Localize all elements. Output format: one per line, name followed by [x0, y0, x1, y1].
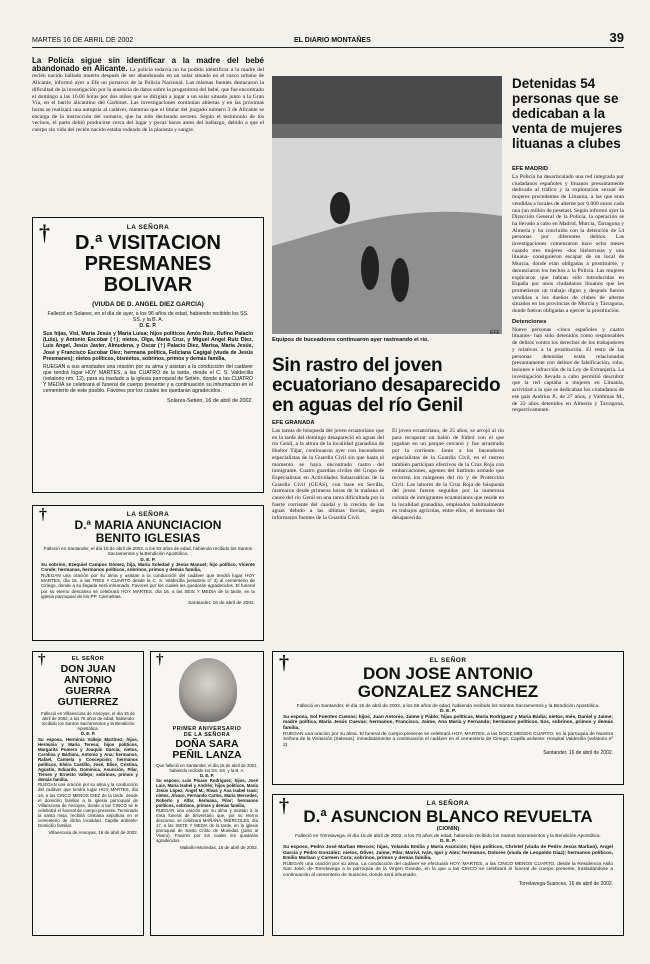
story-mother-text: La policía todavía no ha podido identificar a la madre del recién nacido hallado muerto después de ser abandonado en un solar situado en el casco urbano de Alicante, informó ayer a Efe un portavoz de la Policía Nacional. Las mismas fuentes destacaron la dificultad de la investigación por la ausencia de datos sobre la progenitora del bebé, que fue encontrado el domingo a las 16.00 horas por dos niños que se dirigían a jugar a un solar situado junto a la Gran Vía, en el barrio alicantino del Garbinet. Las investigaciones continúan abiertas y en las próximas horas se realizará una autopsia al cadáver, mientras que el titular del juzgado número 3 de Alicante se encarga de la instrucción del sumario, que ha sido declarado secreto. Según el testimonio de los vecinos, el parto debió producirse cerca del lugar y pocas horas antes del hallazgo, debido a que el cuerpo sin vida del recién nacido estaba rodeado de la placenta y sangre.	[32, 66, 265, 134]
obit-label: EL SEÑOR	[429, 657, 467, 664]
obit-label: LA SEÑORA	[426, 800, 470, 807]
obit-dep: D. E. P.	[80, 731, 96, 737]
obit-dep: D. E. P.	[139, 323, 157, 330]
photo-credit: EFE	[490, 330, 500, 336]
obit-alias: (CIONIN)	[436, 825, 460, 832]
page-header	[32, 30, 624, 48]
obit-place: Maliaño-Muriedas, 16 de abril de 2002.	[179, 845, 258, 851]
cross-icon: †	[156, 652, 164, 668]
obit-label: EL SEÑOR	[71, 656, 105, 662]
obit-name-line2: BENITO IGLESIAS	[95, 530, 201, 545]
obit-label: DE LA SEÑORA	[183, 732, 231, 738]
lituanas-text: La Policía ha desarticulado una red integrada por ciudadanos españoles y lituanos presuntamente dedicada al tráfico y la explotación sexual de mujeres procedentes de Lituania, a las que eran vendidas a locales de alterne por 6.000 euros cada una (un millón de pesetas). Según informó ayer la Dirección General de la Policía, la operación se ha llevado a cabo en Madrid, Murcia, Tarragona y Almería y ha concluido con la detención de 54 personas por diferentes delitos. Las investigaciones comenzaron hace ocho meses cuando tres mujeres -dos bielorrusas y una lituana- consiguieron escapar de un local de Murcia, donde eran obligadas a prostituirse, y denunciaron los hechos a la Policía. Las mujeres explicaron que habían sido introducidas en España por unos ciudadanos lituanos que les prometieron un trabajo digno y después fueron vendidas a los dueños de clubes de alterne situados en las provincias de Murcia y Tarragona, donde fueron obligadas a ejercer la prostitución.	[512, 174, 624, 315]
obit-request: RUEGAN a sus amistades una oración por su alma y asistan a la conducción del cadáver que tendrá lugar HOY MARTES, a las CUATRO de la tarde, desde el C. S. Valdecilla (velatorio nm. 12), para su traslado a la iglesia parroquial de Setién, donde a las CUATRO Y MEDIA se celebrará el funeral de cuerpo presente y a continuación su inhumación en el cementerio de este pueblo. Favores por los cuales les quedarán agradecidos.	[43, 363, 253, 395]
river-divers-photo	[272, 76, 502, 334]
obit-family: Su esposo, Pedro José Marban Mercos; hijas, Yolanda Emilia y María Asunción; hijos políticos, Christel (viuda de Pedro Jesús Marban), Angel García y Pedro González; nietos, Oliver, Jaime, Pilar, Mariví, Iván, Igor y Alex; hermanos, Dolores (viuda de Leopoldo Diaz); hermanos políticos, Emilio Marban y Carmen Cora; sobrinos, primos y demás familia,	[283, 845, 613, 862]
obit-dep: D. E. P.	[199, 773, 215, 779]
lituanas-text2: Nueve personas -cinco españoles y cuatro lituanos- han sido detenidos como responsables de delitos contra los derechos de los trabajadores y relativos a la prostitución. El resto de las personas detenidas están relacionadas presuntamente con delitos de falsificación, robo, lesiones e infracción de la Ley de Extranjería. La investigación llevada a cabo permitió descubrir que la red captaba a mujeres en Lituania, actividad a la que se dedicaban los ciudadanos de ese país Audrius P., de 27 años, y Valdimas M., de 22 años detenidos en Almería y Tarragona, respectivamente.	[512, 326, 624, 414]
obit-died: Falleció en Villaescusa de Ansoyas, el día 15 de abril de 2002, a los 76 años de edad, habiendo recibido los Santos Sacramentos y la Bendición Apostólica.	[41, 711, 135, 732]
obit-place: Villaescusa de Ansoyas, 16 de abril de 2002.	[48, 830, 138, 836]
obit-request: RUEGAN una oración por su alma. La conducción del cadáver se efectuará HOY, MARTES, a las CINCO MENOS CUARTO, desde la Residencia Asilo San José, de Torrelavega a la parroquia de la Virgen Grande, en la que a las CINCO se celebrará el funeral de cuerpo presente, trasladándose a continuación al cementerio de Suances, donde será inhumado.	[283, 861, 613, 878]
obit-name-line2: PEÑIL LANZA	[172, 749, 242, 762]
lituanas-subhead: Detenciones	[512, 318, 547, 325]
cross-icon: †	[39, 506, 47, 523]
obit-name-line2: PRESMANES	[84, 253, 212, 275]
obit-name-line1: DON JOSE ANTONIO	[362, 664, 534, 683]
obit-name-line1: D.ª VISITACION	[75, 232, 221, 254]
obit-family: Su sobrino, Ezequiel Campos Gómez, hija, María Soledad y Jesús Manuel; hijo político, Vicente Conde; hermanas, hermanos políticos, sobrinos, primos y demás familia,	[41, 562, 255, 573]
page-number: 39	[609, 30, 624, 45]
obit-place: Santander, 16 de abril de 2002.	[543, 750, 613, 757]
obit-request: RUEGAN una oración por su alma. El funeral de cuerpo presente se celebrará HOY, MARTES, a las DOCE MENOS CUARTO, en la parroquia de Nuestra Señora de la Visitación (Salesas), inmediatamente a continuación el cadáver en el cementerio de Ciriego. Capilla ardiente: Hospital Valdecilla (velatorio nº 2).	[283, 731, 613, 748]
obituary-sara	[150, 651, 264, 936]
obit-family: Su esposa, Herminia Vallejo Martínez; hijos, Herminia y María Teresa; hijos políticos, Margarita Pomera y Joaquín García; nietos, Carolina y Bárbara, Antonio y Ana; hermanos, Rafael, Carmela y Concepción; hermanos políticos, Elvira Castillo, José, Elise, Cristina, Agustín, Eduardo, Dominica, Asunción, Pilar, Ternes y Ernesto Vallejo; sobrinos, primos y demás familia,	[38, 736, 138, 783]
obit-place: Solares-Setién, 16 de abril de 2002.	[166, 398, 253, 405]
obit-dep: D. E. P.	[440, 709, 456, 715]
obituary-visitacion	[32, 217, 264, 493]
obit-name-line3: BOLIVAR	[103, 274, 193, 296]
genil-col2: El joven ecuatoriano, de 25 años, se arrojó al río para recuperar un balón de fútbol con el que jugaban en un parque cercano y fue arrastrado por la corriente. Junto a los buceadores especialistas de la Guardia Civil, en el rastreo también participan efectivos de la Cruz Roja con embarcaciones, agentes del instituto armado que recorren los márgenes del río y de Protección Civil. Las labores de la Cruz Roja de búsqueda del joven fueron seguidas por la numerosa colonia de inmigrantes ecuatorianos que reside en la localidad granadina, empleados habitualmente en trabajos agrícolas, entre ellos, el hermano del desaparecido.	[392, 428, 504, 522]
header-date: MARTES 16 DE ABRIL DE 2002	[32, 37, 134, 44]
obit-family: Su esposa, Sol Fuentes Cuevas; hijos, Juan Antonio, Jaime y Pablo; hijas políticas, María Rodríguez y María Bádia; nietos, Inés, Daniel y Jaime; madre política, María Jesús Cuevas; hermanos, Francisco, Jaime, Ana María y Fernando; hermanos políticos, tíos, sobrinos, primos y demás familia,	[283, 714, 613, 732]
genil-body	[272, 420, 504, 522]
obit-died: Falleció en Solares, en el día de ayer, a los 96 años de edad, habiendo recibido los SS. SS. y la B. A.	[47, 311, 249, 324]
header-paper: EL DIARIO MONTAÑES	[294, 37, 371, 44]
obit-widow: (VIUDA DE D. ANGEL DIEZ GARCIA)	[92, 301, 204, 308]
obit-name-line4: GUTIERREZ	[57, 696, 119, 709]
obit-died: Que falleció en Santander, el día 15 de abril de 2001, habiendo recibido los SS. SS. y la B. A.	[156, 763, 258, 774]
cross-icon: †	[279, 795, 289, 817]
news-photo	[272, 76, 502, 334]
obituary-jose	[272, 651, 624, 785]
obituary-asuncion	[272, 794, 624, 936]
genil-source: EFE GRANADA	[272, 420, 315, 426]
cross-icon: †	[279, 652, 289, 674]
story-mother	[32, 58, 264, 134]
obit-place: Santander, 16 de abril de 2002.	[188, 601, 255, 607]
genil-headline: Sin rastro del joven ecuatoriano desaparecido en aguas del río Genil	[272, 355, 501, 416]
genil-col1: Las tareas de búsqueda del joven ecuatoriano que en la tarde del domingo desapareció en aguas del río Genil, a la altura de la localidad granadina de Huétor Tájar, continuaron ayer con buceadores especialistas de la Guardia Civil sin que hasta el momento se haya encontrado rastro del inmigrante. Cuatro guardias civiles del Grupo de Especialistas en Actividades Subacuáticas de la Guardia Civil (GEAS), con base en Sevilla, rastrearon desde primeras horas de la mañana el cauce del río Genil en una tarea dificultada por la fuerte corriente del caudal y la crecida de las aguas debido a las últimas lluvias, según informaron fuentes de la Guardia Civil.	[272, 428, 384, 522]
obit-name-line3: GUERRA	[65, 685, 111, 698]
obit-label: LA SEÑORA	[126, 224, 170, 231]
photo-caption: Equipos de buceadores continuaron ayer rastreando el río.	[272, 337, 429, 343]
obituary-anunciacion	[32, 505, 264, 641]
obit-name-line1: DOÑA SARA	[175, 738, 239, 750]
obit-dep: D. E. P.	[140, 556, 156, 562]
obit-dep: D. E. P.	[440, 839, 456, 845]
story-mother-lead: La Policía sigue sin identificar a la madre del bebé abandonado en Alicante.	[32, 56, 264, 73]
cross-icon: †	[39, 220, 50, 245]
lituanas-headline: Detenidas 54 personas que se dedicaban a la venta de mujeres lituanas a clubes	[512, 76, 623, 151]
obit-request: RUEGAN una oración por su alma y la conducción del cadáver que tendrá lugar HOY MARTES, día 16, a las CINCO MENOS DIEZ de la tarde, desde el domicilio familiar a la iglesia parroquial de Villaescusa de Ansoyas, donde a las CINCO se le celebrará el funeral de cuerpo presente. Terminado la santa misa, recibirá cristiana sepultura en el cementerio de dicha localidad. Capilla ardiente: Domicilio familiar.	[38, 782, 138, 829]
obit-name-line1: DON JUAN	[60, 663, 116, 675]
obit-label-anniversary: PRIMER ANIVERSARIO	[172, 726, 242, 732]
obit-name-line2: GONZALEZ SANCHEZ	[357, 681, 539, 701]
lituanas-source: EFE MADRID	[512, 166, 549, 172]
obit-died: Falleció en Santander, el día 15 de abril de 2002, a los 93 años de edad, habiendo recibido los Santos Sacramentos y la Bendición Apostólica.	[43, 546, 253, 557]
obit-place: Torrelavega-Suances, 16 de abril de 2002.	[518, 880, 613, 887]
obit-family: Su esposo, Luis Pisace Rodríguez; hijos, José Luis, María Isabel y Andrés; hijos políticos, María Jesús López, Ángel M., Rivas y Ana Isabel Isasi; nietos, Álvaro, Fernando Carlos, María Mercedes, Roberto y Alfar, hermana, Pilar; hermanos políticos, sobrinos, primos y demás familia,	[156, 778, 258, 809]
obit-name-line1: D.ª ASUNCION BLANCO REVUELTA	[303, 807, 593, 826]
obit-died: Falleció en Torrelavega, el día 15 de abril de 2002, a los 78 años de edad, habiendo recibido los Santos Sacramentos y la Bendición Apostólica.	[295, 833, 601, 839]
obit-family: Sus hijas, Visi, María Jesús y María Luisa; hijos políticos Amós Ruiz, Rufino Palacio (Luis), y Antonio Escobar (†); nietos, Olga, María Cruz, y Miguel Angel Ruiz Diez, Luis Angel, Jesús Javier, Almudena, y Oscar (†) Palacio Diez, Marisa, María Jesús, José y Francisco Escobar Diez; hermana política, Feliciana Cagigal (viuda de Jesús Presmanes); nietos políticos, bisnietos, sobrinos, primos y demás familia,	[43, 331, 253, 362]
obit-request: RUEGAN una oración por su alma y asistan a la conducción del cadáver que tendrá lugar HOY MARTES, día 16, a las TRES Y CUARTO desde la C. S. Valdecilla (velatorio nº 4) al cementerio de Ciriego, donde a su llegada será inhumado. Favores por los cuales les quedarán agradecidos. El funeral por su eterno descanso se celebrará HOY MARTES, día 16, a las SEIS Y MEDIA de la tarde, en la iglesia parroquial de los PP. Carmelitas.	[41, 572, 255, 599]
obit-name-line1: D.ª MARIA ANUNCIACION	[74, 518, 222, 532]
lituanas-body	[512, 166, 624, 414]
obit-name-line2: ANTONIO	[63, 674, 113, 687]
cross-icon: †	[38, 652, 46, 668]
obit-request: RUEGAN una oración por su alma y asistan a la misa funeral de aniversario que, por su eterno descanso, se celebrará MAÑANA, MIÉRCOLES, día 17, a las SIETE Y MEDIA de la tarde, en la iglesia parroquial de Santo Cristo de Muriedas (junto al Vivero). Favores por los cuales les quedarán agradecidos.	[156, 808, 258, 844]
obit-label: LA SEÑORA	[126, 511, 170, 518]
obit-died: Falleció en Santander, el día 15 de abril de 2002, a los 66 años de edad, habiendo recibido los Santos Sacramentos y la Bendición Apostólica.	[296, 703, 600, 709]
obituary-juan	[32, 651, 144, 936]
portrait-photo	[179, 658, 237, 722]
